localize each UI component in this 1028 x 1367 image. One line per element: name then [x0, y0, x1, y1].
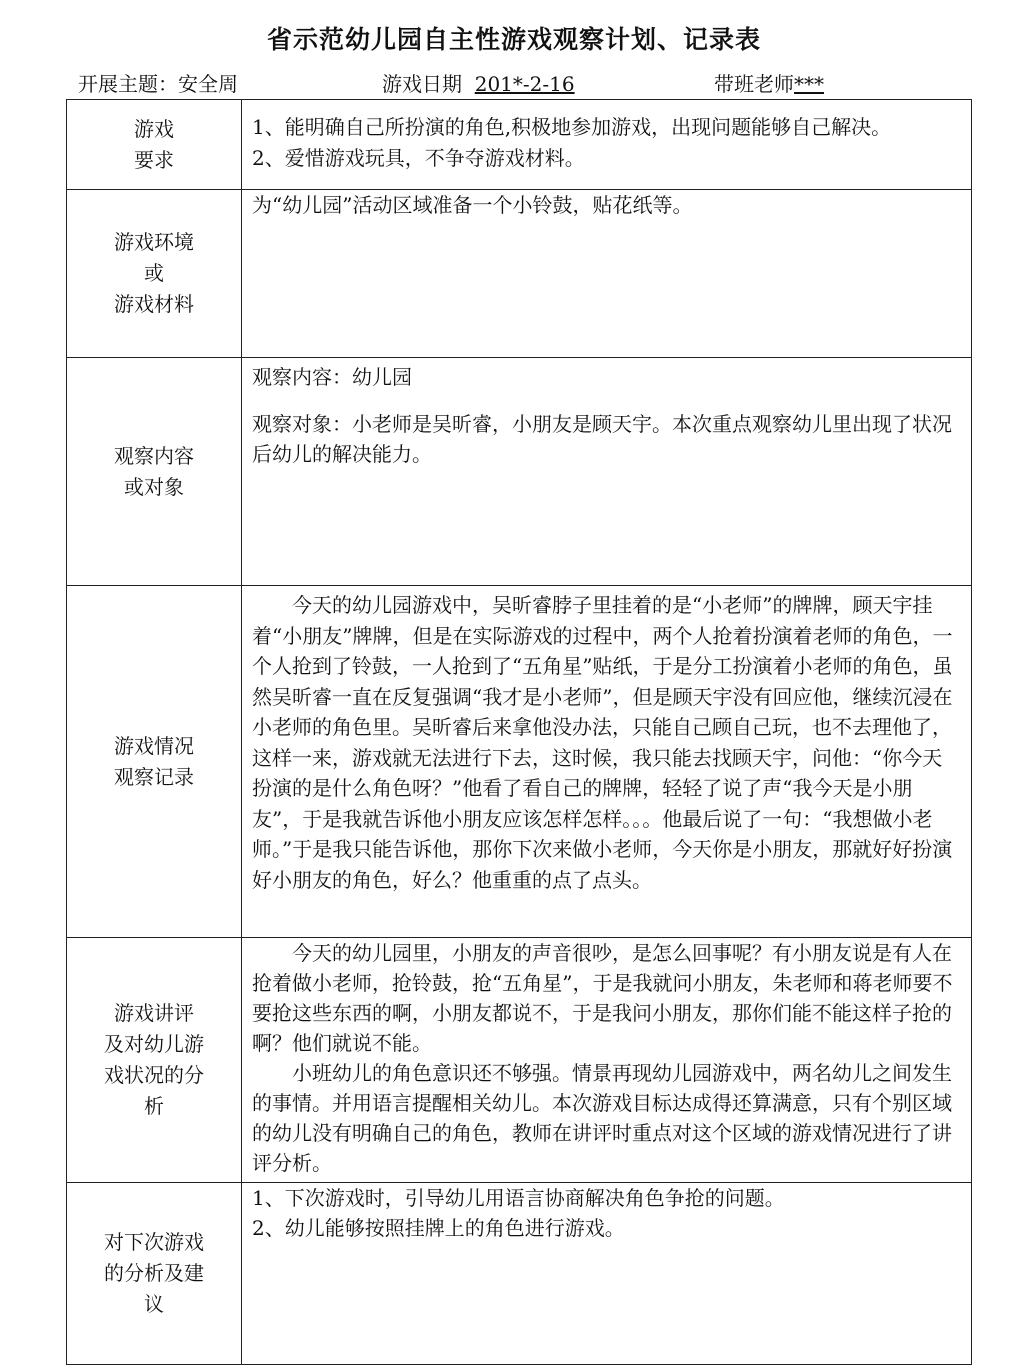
teacher-field — [714, 70, 876, 98]
row-content — [242, 358, 972, 586]
label-line: 对下次游戏 — [104, 1230, 204, 1254]
table-row — [67, 938, 972, 1183]
label-line: 观察记录 — [114, 764, 194, 789]
theme-field — [78, 70, 238, 98]
row-label — [67, 190, 242, 358]
label-line: 游戏环境 — [114, 230, 194, 254]
teacher-value: *** — [794, 72, 824, 96]
label-line: 游戏 — [134, 116, 174, 141]
date-value: 201*-2-16 — [474, 72, 575, 96]
content-line: 观察对象：小老师是吴昕睿，小朋友是顾天宇。本次重点观察幼儿里出现了状况后幼儿的解决能力。 — [252, 411, 952, 466]
label-line: 议 — [144, 1292, 164, 1316]
observation-form-table — [66, 99, 972, 1365]
row-label — [67, 100, 242, 190]
label-line: 或对象 — [124, 474, 184, 499]
content-paragraph: 今天的幼儿园游戏中，吴昕睿脖子里挂着的是“小老师”的牌牌，顾天宇挂着“小朋友”牌牌，但是在实际游戏的过程中，两个人抢着扮演着老师的角色，一个人抢到了铃鼓，一人抢到了“五角星”贴纸，于是分工扮演着小老师的角色，虽然吴昕睿一直在反复强调“我才是小老师”，但是顾天宇没有回应他，继续沉浸在小老师的角色里。吴昕睿后来拿他没办法，只能自己顾自己玩，也不去理他了，这样一来，游戏就无法进行下去，这时候，我只能去找顾天宇，问他：“你今天扮演的是什么角色呀？”他看了看自己的牌牌，轻轻了说了声“我今天是小朋友”，于是我就告诉他小朋友应该怎样怎样。。。他最后说了一句：“我想做小老师。”于是我只能告诉他，那你下次来做小老师，今天你是小朋友，那就好好扮演好小朋友的角色，好么？他重重的点了点头。 — [252, 593, 953, 892]
label-line: 游戏讲评 — [114, 1001, 194, 1025]
row-label — [67, 358, 242, 586]
label-line: 的分析及建 — [104, 1261, 204, 1285]
theme-label: 开展主题： — [78, 72, 178, 96]
content-paragraph: 小班幼儿的角色意识还不够强。情景再现幼儿园游戏中，两名幼儿之间发生的事情。并用语言提醒相关幼儿。本次游戏目标达成得还算满意，只有个别区域的幼儿没有明确自己的角色，教师在讲评时重点对这个区域的游戏情况进行了讲评分析。 — [252, 1061, 952, 1175]
content-line: 观察内容：幼儿园 — [252, 365, 412, 389]
theme-value: 安全周 — [178, 72, 238, 96]
teacher-label: 带班老师 — [714, 72, 794, 96]
row-label — [67, 938, 242, 1183]
content-line: 为“幼儿园”活动区域准备一个小铃鼓，贴花纸等。 — [252, 193, 693, 217]
row-label — [67, 1183, 242, 1365]
label-line: 戏状况的分 — [104, 1063, 204, 1087]
row-content — [242, 586, 972, 938]
content-line: 1、下次游戏时，引导幼儿用语言协商解决角色争抢的问题。 — [252, 1186, 785, 1210]
row-content — [242, 938, 972, 1183]
label-line: 游戏材料 — [114, 292, 194, 316]
label-line: 游戏情况 — [114, 733, 194, 758]
table-row — [67, 190, 972, 358]
date-field — [382, 70, 575, 98]
content-line: 2、爱惜游戏玩具，不争夺游戏材料。 — [252, 145, 585, 170]
content-line: 1、能明确自己所扮演的角色,积极地参加游戏，出现问题能够自己解决。 — [252, 115, 892, 139]
page-title: 省示范幼儿园自主性游戏观察计划、记录表 — [266, 25, 761, 54]
row-content — [242, 1183, 972, 1365]
label-line: 或 — [144, 261, 164, 285]
content-line: 2、幼儿能够按照挂牌上的角色进行游戏。 — [252, 1216, 625, 1240]
row-content — [242, 190, 972, 358]
content-paragraph: 今天的幼儿园里，小朋友的声音很吵，是怎么回事呢？有小朋友说是有人在抢着做小老师，抢铃鼓，抢“五角星”，于是我就问小朋友，朱老师和蒋老师要不要抢这些东西的啊，小朋友都说不，于是我问小朋友，那你们能不能这样子抢的啊？他们就说不能。 — [252, 941, 953, 1055]
label-line: 及对幼儿游 — [104, 1032, 204, 1056]
label-line: 观察内容 — [114, 443, 194, 468]
date-label: 游戏日期 — [382, 72, 462, 96]
label-line: 要求 — [134, 147, 174, 172]
table-row — [67, 358, 972, 586]
row-label — [67, 586, 242, 938]
table-row — [67, 100, 972, 190]
table-row — [67, 586, 972, 938]
row-content — [242, 100, 972, 190]
label-line: 析 — [144, 1094, 164, 1118]
table-row — [67, 1183, 972, 1365]
